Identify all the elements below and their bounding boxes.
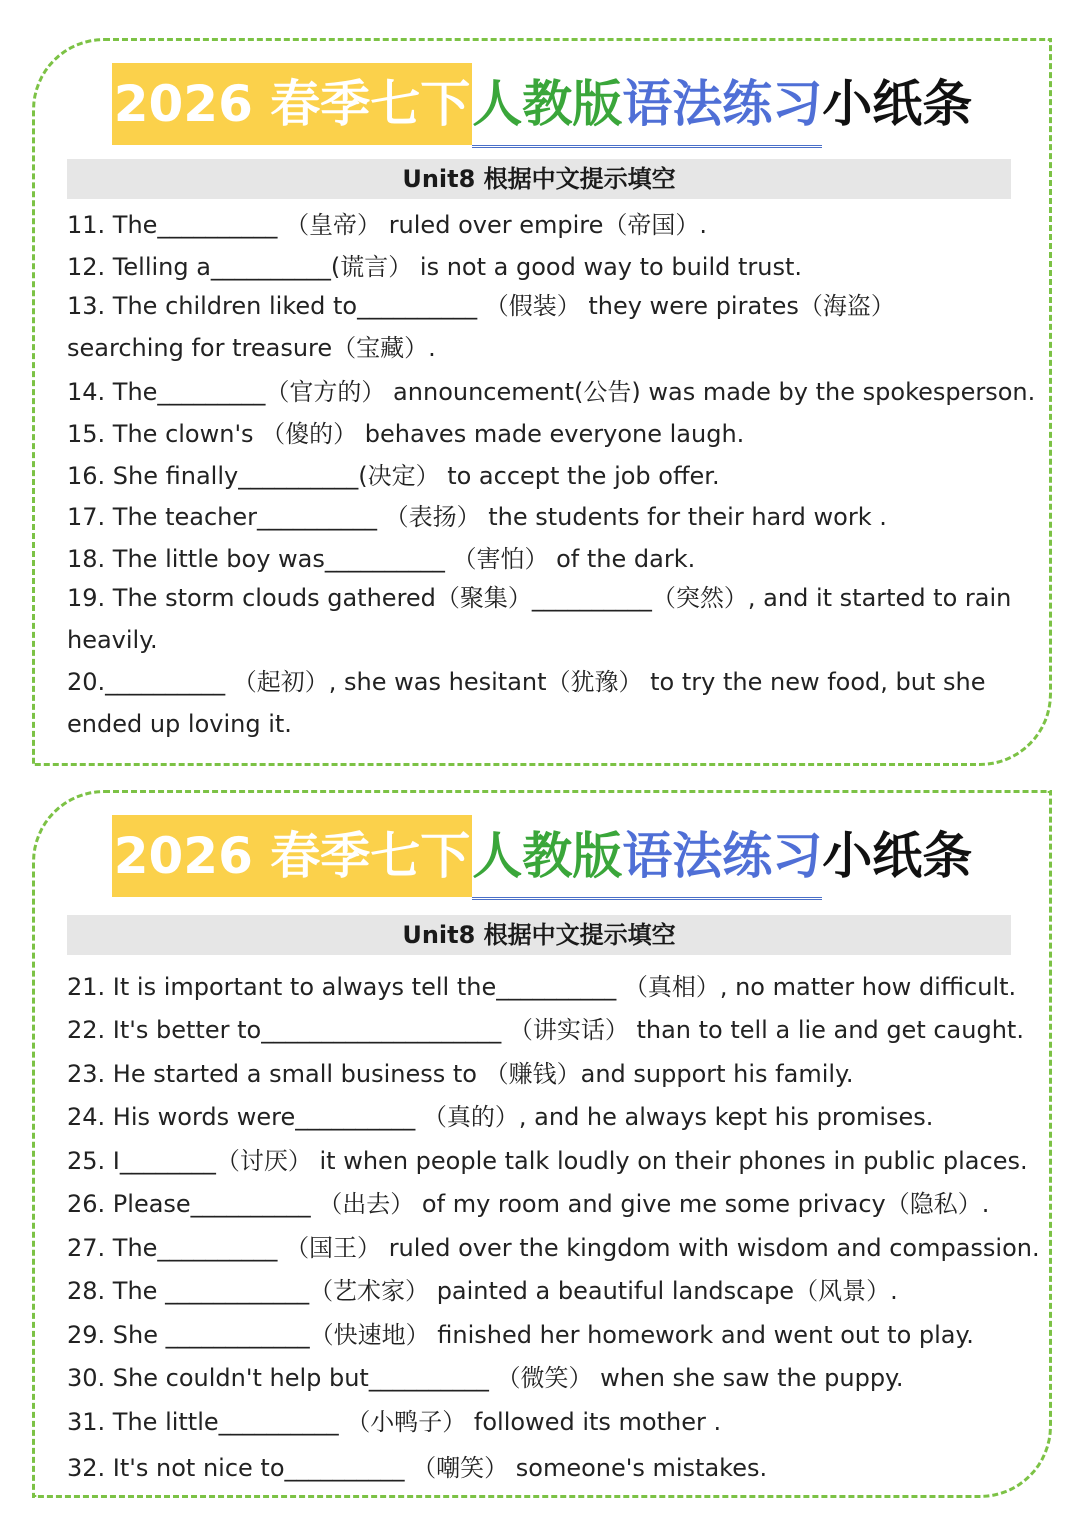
exercise-item-15: 15. The clown's （傻的） behaves made everyone laugh. bbox=[67, 420, 745, 448]
card-title bbox=[35, 63, 1049, 145]
exercise-item-14: 14. The_________（官方的） announcement(公告) was made by the spokesperson. bbox=[67, 378, 1036, 406]
card-title bbox=[35, 815, 1049, 897]
exercise-item-13: 13. The children liked to__________ （假装） they were pirates（海盗） searching for treasure（宝藏）. bbox=[67, 292, 895, 362]
section-header: Unit8 根据中文提示填空 bbox=[67, 915, 1011, 955]
exercise-item-27: 27. The__________ （国王） ruled over the kingdom with wisdom and compassion. bbox=[67, 1234, 1040, 1262]
exercise-item-28: 28. The ____________（艺术家） painted a beautiful landscape（风景）. bbox=[67, 1277, 898, 1305]
exercise-item-22: 22. It's better to____________________ （讲实话） than to tell a lie and get caught. bbox=[67, 1016, 1024, 1044]
exercise-item-19: 19. The storm clouds gathered（聚集）__________（突然）, and it started to rain heavily. bbox=[67, 584, 1012, 654]
title-part-year: 2026 春季七下 bbox=[112, 815, 473, 897]
title-part-year: 2026 春季七下 bbox=[112, 63, 473, 145]
title-part-edition: 人教版 bbox=[472, 63, 622, 148]
exercise-item-25: 25. I________（讨厌） it when people talk loudly on their phones in public places. bbox=[67, 1147, 1028, 1175]
exercise-item-29: 29. She ____________（快速地） finished her homework and went out to play. bbox=[67, 1321, 974, 1349]
exercise-item-12: 12. Telling a__________(谎言） is not a good way to build trust. bbox=[67, 253, 803, 281]
exercise-item-16: 16. She finally__________(决定） to accept the job offer. bbox=[67, 462, 720, 490]
title-part-subject: 语法练习 bbox=[622, 815, 822, 900]
title-part-edition: 人教版 bbox=[472, 815, 622, 900]
exercise-item-30: 30. She couldn't help but__________ （微笑） when she saw the puppy. bbox=[67, 1364, 904, 1392]
section-header: Unit8 根据中文提示填空 bbox=[67, 159, 1011, 199]
exercise-item-31: 31. The little__________ （小鸭子） followed its mother . bbox=[67, 1408, 722, 1436]
title-part-note: 小纸条 bbox=[822, 75, 973, 133]
exercise-item-23: 23. He started a small business to （赚钱）and support his family. bbox=[67, 1060, 854, 1088]
exercise-item-32: 32. It's not nice to__________ （嘲笑） someone's mistakes. bbox=[67, 1454, 768, 1482]
worksheet-card-2 bbox=[32, 790, 1052, 1498]
worksheet-card-1 bbox=[32, 38, 1052, 766]
exercise-item-17: 17. The teacher__________ （表扬） the students for their hard work . bbox=[67, 503, 887, 531]
title-part-note: 小纸条 bbox=[822, 827, 973, 885]
exercise-item-11: 11. The__________ （皇帝） ruled over empire（帝国）. bbox=[67, 211, 707, 239]
exercise-item-21: 21. It is important to always tell the__________ （真相）, no matter how difficult. bbox=[67, 973, 1017, 1001]
exercise-item-26: 26. Please__________ （出去） of my room and give me some privacy（隐私）. bbox=[67, 1190, 990, 1218]
exercise-item-20: 20.__________ （起初）, she was hesitant（犹豫） to try the new food, but she ended up loving it. bbox=[67, 668, 986, 738]
title-part-subject: 语法练习 bbox=[622, 63, 822, 148]
exercise-item-24: 24. His words were__________ （真的）, and he always kept his promises. bbox=[67, 1103, 934, 1131]
exercise-item-18: 18. The little boy was__________ （害怕） of the dark. bbox=[67, 545, 696, 573]
